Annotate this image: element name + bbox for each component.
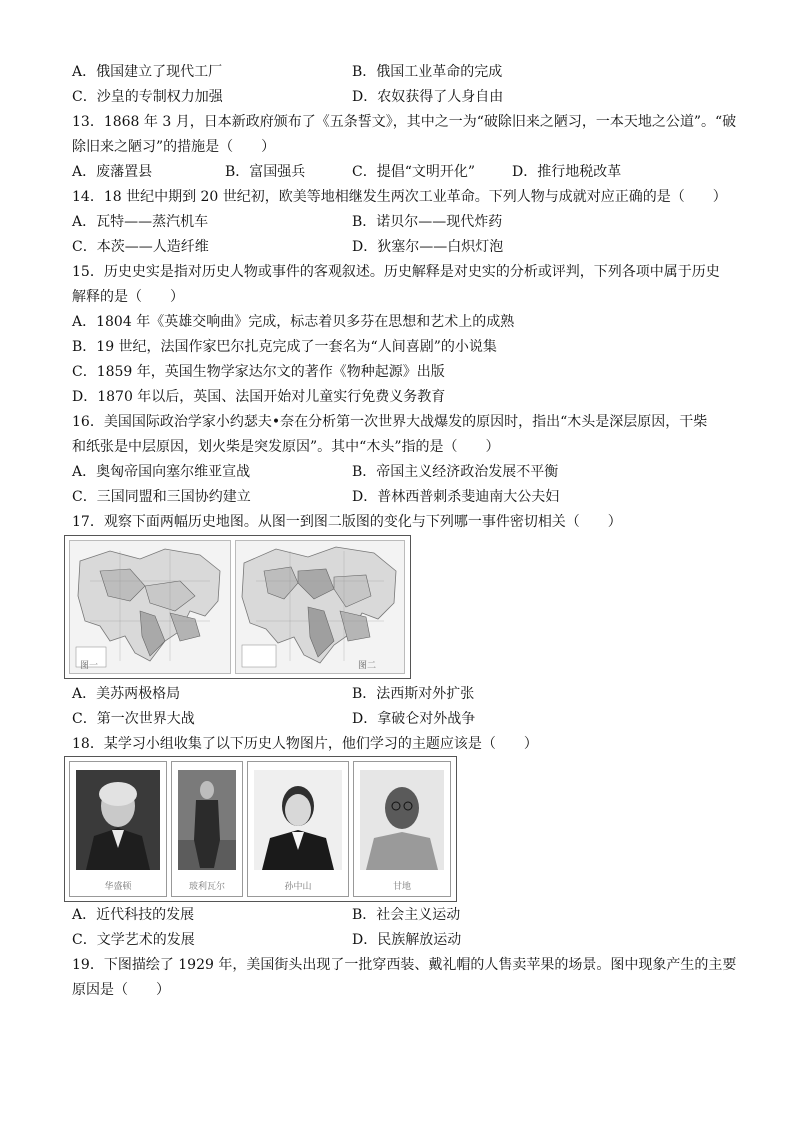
portrait-label-gandhi: 甘地 — [392, 882, 411, 892]
portrait-label-washington: 华盛顿 — [104, 882, 132, 892]
q13-stem-line1: 13．1868 年 3 月，日本新政府颁布了《五条誓文》，其中之一为“破除旧来之陋习，一本天地之公道”。“破 — [72, 114, 737, 130]
q17-option-b: B．法西斯对外扩张 — [352, 686, 475, 702]
q14-option-a: A．瓦特——蒸汽机车 — [72, 214, 209, 230]
q14-option-b: B．诺贝尔——现代炸药 — [352, 214, 503, 230]
q17-map-figure — [64, 535, 411, 679]
q16-stem-line1: 16．美国国际政治学家小约瑟夫•奈在分析第一次世界大战爆发的原因时，指出“木头是深层原因，干柴 — [72, 414, 708, 430]
q12-option-d: D．农奴获得了人身自由 — [352, 89, 504, 105]
q15-stem-line1: 15．历史史实是指对历史人物或事件的客观叙述。历史解释是对史实的分析或评判，下列各项中属于历史 — [72, 264, 720, 280]
q18-option-b: B．社会主义运动 — [352, 907, 461, 923]
q16-option-b: B．帝国主义经济政治发展不平衡 — [352, 464, 559, 480]
q18-portrait-figure — [64, 756, 457, 902]
q17-option-c: C．第一次世界大战 — [72, 711, 195, 727]
q14-stem-line1: 14．18 世纪中期到 20 世纪初，欧美等地相继发生两次工业革命。下列人物与成就对应正确的是（ ） — [72, 189, 727, 205]
q13-option-c: C．提倡“文明开化” — [352, 164, 476, 180]
q18-option-c: C．文学艺术的发展 — [72, 932, 195, 948]
map-two-caption: 图二 — [357, 661, 376, 671]
q16-option-d: D．普林西普刺杀斐迪南大公夫妇 — [352, 489, 560, 505]
q15-option-a: A．1804 年《英雄交响曲》完成，标志着贝多芬在思想和艺术上的成熟 — [72, 314, 515, 330]
q18-option-d: D．民族解放运动 — [352, 932, 462, 948]
q16-option-c: C．三国同盟和三国协约建立 — [72, 489, 251, 505]
portrait-label-bolivar: 玻利瓦尔 — [188, 882, 225, 892]
portrait-washington — [69, 761, 167, 897]
q16-stem-line2: 和纸张是中层原因，划火柴是突发原因”。其中“木头”指的是（ ） — [72, 439, 500, 455]
q15-stem-line2: 解释的是（ ） — [72, 289, 184, 305]
q13-option-d: D．推行地税改革 — [512, 164, 622, 180]
q15-option-d: D．1870 年以后，英国、法国开始对儿童实行免费义务教育 — [72, 389, 446, 405]
portrait-label-sun-yat-sen: 孙中山 — [284, 882, 312, 892]
q14-option-d: D．狄塞尔——白炽灯泡 — [352, 239, 504, 255]
q18-option-a: A．近代科技的发展 — [72, 907, 195, 923]
q12-option-c: C．沙皇的专制权力加强 — [72, 89, 223, 105]
q17-option-d: D．拿破仑对外战争 — [352, 711, 476, 727]
q15-option-c: C．1859 年，英国生物学家达尔文的著作《物种起源》出版 — [72, 364, 445, 380]
map-two — [235, 540, 405, 674]
q19-stem-line1: 19．下图描绘了 1929 年，美国街头出现了一批穿西装、戴礼帽的人售卖苹果的场景。图中现象产生的主要 — [72, 957, 737, 973]
q15-option-b: B．19 世纪，法国作家巴尔扎克完成了一套名为“人间喜剧”的小说集 — [72, 339, 497, 355]
q14-option-c: C．本茨——人造纤维 — [72, 239, 209, 255]
q13-option-a: A．废藩置县 — [72, 164, 153, 180]
q12-option-a: A．俄国建立了现代工厂 — [72, 64, 223, 80]
portrait-gandhi — [353, 761, 451, 897]
q13-option-b: B．富国强兵 — [225, 164, 306, 180]
q18-stem-line1: 18．某学习小组收集了以下历史人物图片，他们学习的主题应该是（ ） — [72, 736, 538, 752]
q17-option-a: A．美苏两极格局 — [72, 686, 181, 702]
map-one — [69, 540, 231, 674]
portrait-sun-yat-sen — [247, 761, 349, 897]
q16-option-a: A．奥匈帝国向塞尔维亚宣战 — [72, 464, 251, 480]
portrait-bolivar — [171, 761, 243, 897]
q19-stem-line2: 原因是（ ） — [72, 982, 170, 998]
q17-stem-line1: 17．观察下面两幅历史地图。从图一到图二版图的变化与下列哪一事件密切相关（ ） — [72, 514, 622, 530]
map-one-caption: 图一 — [80, 661, 99, 671]
q13-stem-line2: 除旧来之陋习”的措施是（ ） — [72, 139, 276, 155]
q12-option-b: B．俄国工业革命的完成 — [352, 64, 503, 80]
